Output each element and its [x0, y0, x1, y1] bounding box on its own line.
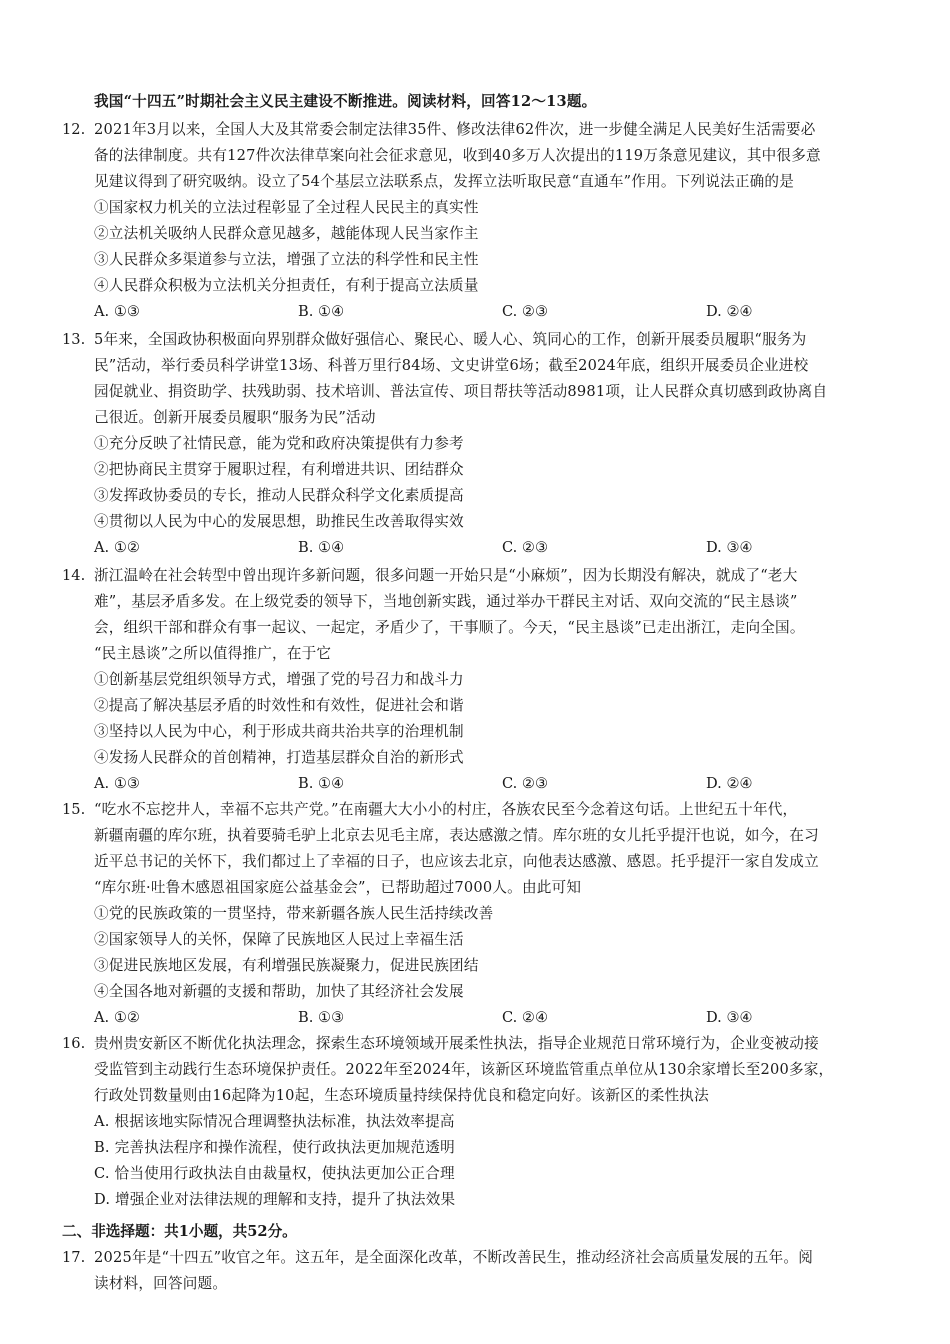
question-17-stem-line: 读材料，回答问题。 — [94, 1275, 228, 1292]
question-15-option: ④全国各地对新疆的支援和帮助，加快了其经济社会发展 — [94, 983, 464, 1000]
question-15-stem-line: “库尔班·吐鲁木感恩祖国家庭公益基金会”，已帮助超过7000人。由此可知 — [94, 879, 582, 896]
question-15-choice-a: A. ①② — [94, 1009, 140, 1026]
question-15-number: 15. — [62, 801, 86, 818]
question-15-option: ②国家领导人的关怀，保障了民族地区人民过上幸福生活 — [94, 931, 464, 948]
section-2-heading: 二、非选择题：共1小题，共52分。 — [62, 1223, 297, 1240]
question-16-option-d: D. 增强企业对法律法规的理解和支持，提升了执法效果 — [94, 1191, 456, 1208]
question-14-option: ②提高了解决基层矛盾的时效性和有效性，促进社会和谐 — [94, 697, 464, 714]
question-13-choice-d: D. ③④ — [706, 539, 753, 556]
question-15-stem-line: 近平总书记的关怀下，我们都过上了幸福的日子，也应该去北京，向他表达感激、感恩。托乎提汗一家自发成立 — [94, 853, 819, 870]
question-12-option: ②立法机关吸纳人民群众意见越多，越能体现人民当家作主 — [94, 225, 479, 242]
question-12-choice-b: B. ①④ — [298, 303, 345, 320]
question-13-choice-b: B. ①④ — [298, 539, 345, 556]
question-13-stem-line: 民”活动，举行委员科学讲堂13场、科普万里行84场、文史讲堂6场；截至2024年底，组织开展委员企业进校 — [94, 357, 809, 374]
question-13-number: 13. — [62, 331, 86, 348]
question-14-choice-d: D. ②④ — [706, 775, 753, 792]
question-13-option: ②把协商民主贯穿于履职过程，有利增进共识、团结群众 — [94, 461, 464, 478]
question-16-option-c: C. 恰当使用行政执法自由裁量权，使执法更加公正合理 — [94, 1165, 455, 1182]
question-14-choice-a: A. ①③ — [94, 775, 140, 792]
question-16-stem-line: 行政处罚数量则由16起降为10起，生态环境质量持续保持优良和稳定向好。该新区的柔性执法 — [94, 1087, 709, 1104]
question-14-stem-line: 难”，基层矛盾多发。在上级党委的领导下，当地创新实践，通过举办干群民主对话、双向交流的“民主恳谈” — [94, 593, 798, 610]
question-14-choice-b: B. ①④ — [298, 775, 345, 792]
question-13-stem-line: 园促就业、捐资助学、扶残助弱、技术培训、普法宣传、项目帮扶等活动8981项，让人民群众真切感到政协离自 — [94, 383, 828, 400]
question-14-stem-line: 浙江温岭在社会转型中曾出现许多新问题，很多问题一开始只是“小麻烦”，因为长期没有解决，就成了“老大 — [94, 567, 798, 584]
question-13-stem-line: 己很近。创新开展委员履职“服务为民”活动 — [94, 409, 376, 426]
question-12-option: ①国家权力机关的立法过程彰显了全过程人民民主的真实性 — [94, 199, 479, 216]
question-16-stem-line: 受监管到主动践行生态环境保护责任。2022年至2024年，该新区环境监管重点单位从130余家增长至200多家， — [94, 1061, 834, 1078]
question-14-stem-line: “民主恳谈”之所以值得推广，在于它 — [94, 645, 332, 662]
question-12-stem-line: 见建议得到了研究吸纳。设立了54个基层立法联系点，发挥立法听取民意“直通车”作用。下列说法正确的是 — [94, 173, 795, 190]
question-15-option: ①党的民族政策的一贯坚持，带来新疆各族人民生活持续改善 — [94, 905, 494, 922]
question-12-stem-line: 备的法律制度。共有127件次法律草案向社会征求意见，收到40多万人次提出的119万条意见建议，其中很多意 — [94, 147, 821, 164]
question-15-option: ③促进民族地区发展，有利增强民族凝聚力，促进民族团结 — [94, 957, 479, 974]
question-12-choice-c: C. ②③ — [502, 303, 549, 320]
question-14-stem-line: 会，组织干部和群众有事一起议、一起定，矛盾少了，干事顺了。今天，“民主恳谈”已走出浙江，走向全国。 — [94, 619, 805, 636]
question-13-choice-a: A. ①② — [94, 539, 140, 556]
question-14-option: ①创新基层党组织领导方式，增强了党的号召力和战斗力 — [94, 671, 464, 688]
question-16-option-a: A. 根据该地实际情况合理调整执法标准，执法效率提高 — [94, 1113, 455, 1130]
question-14-number: 14. — [62, 567, 86, 584]
question-14-option: ④发扬人民群众的首创精神，打造基层群众自治的新形式 — [94, 749, 464, 766]
intro-text: 我国“十四五”时期社会主义民主建设不断推进。阅读材料，回答12～13题。 — [94, 93, 597, 110]
question-15-stem-line: 新疆南疆的库尔班，执着要骑毛驴上北京去见毛主席，表达感激之情。库尔班的女儿托乎提汗也说，如今，在习 — [94, 827, 819, 844]
question-12-number: 12. — [62, 121, 86, 138]
question-16-stem-line: 贵州贵安新区不断优化执法理念，探索生态环境领域开展柔性执法，指导企业规范日常环境行为，企业变被动接 — [94, 1035, 819, 1052]
question-13-choice-c: C. ②③ — [502, 539, 549, 556]
question-16-option-b: B. 完善执法程序和操作流程，使行政执法更加规范透明 — [94, 1139, 455, 1156]
question-17-number: 17. — [62, 1249, 86, 1266]
question-16-number: 16. — [62, 1035, 86, 1052]
question-12-choice-d: D. ②④ — [706, 303, 753, 320]
question-13-stem-line: 5年来，全国政协积极面向界别群众做好强信心、聚民心、暖人心、筑同心的工作，创新开展委员履职“服务为 — [94, 331, 807, 348]
question-12-choice-a: A. ①③ — [94, 303, 140, 320]
question-13-option: ①充分反映了社情民意，能为党和政府决策提供有力参考 — [94, 435, 464, 452]
question-14-option: ③坚持以人民为中心，利于形成共商共治共享的治理机制 — [94, 723, 464, 740]
question-17-stem-line: 2025年是“十四五”收官之年。这五年，是全面深化改革，不断改善民生，推动经济社会高质量发展的五年。阅 — [94, 1249, 813, 1266]
question-15-choice-c: C. ②④ — [502, 1009, 549, 1026]
question-15-choice-d: D. ③④ — [706, 1009, 753, 1026]
question-12-option: ③人民群众多渠道参与立法，增强了立法的科学性和民主性 — [94, 251, 479, 268]
question-15-choice-b: B. ①③ — [298, 1009, 345, 1026]
question-13-option: ③发挥政协委员的专长，推动人民群众科学文化素质提高 — [94, 487, 464, 504]
question-14-choice-c: C. ②③ — [502, 775, 549, 792]
question-12-option: ④人民群众积极为立法机关分担责任，有利于提高立法质量 — [94, 277, 479, 294]
question-13-option: ④贯彻以人民为中心的发展思想，助推民生改善取得实效 — [94, 513, 464, 530]
question-12-stem-line: 2021年3月以来，全国人大及其常委会制定法律35件、修改法律62件次，进一步健全满足人民美好生活需要必 — [94, 121, 816, 138]
question-15-stem-line: “吃水不忘挖井人，幸福不忘共产党。”在南疆大大小小的村庄，各族农民至今念着这句话。上世纪五十年代， — [94, 801, 798, 818]
